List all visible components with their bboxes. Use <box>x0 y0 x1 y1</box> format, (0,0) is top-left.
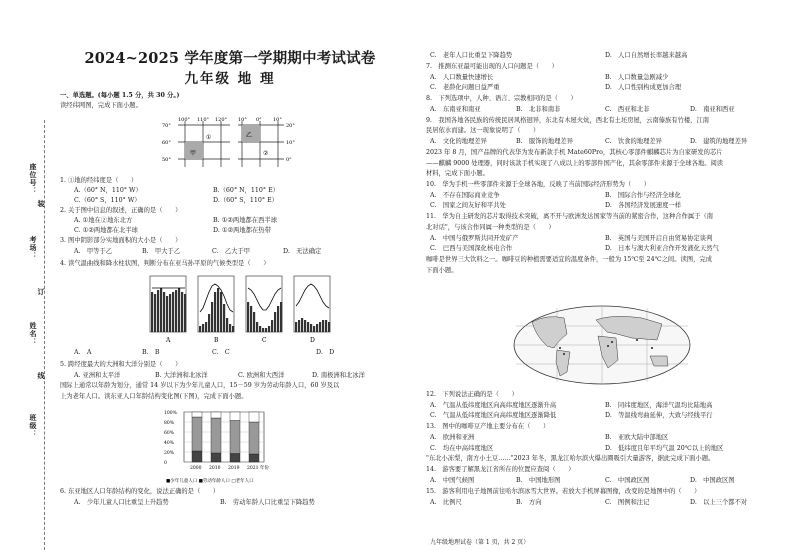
right-option[interactable]: D. 建筑的地理差异 <box>690 138 748 145</box>
q1-option-c[interactable]: C.（60° S，110° W） <box>74 197 141 204</box>
right-option[interactable]: D. 南亚和西亚 <box>690 106 735 113</box>
climate-chart-label: C <box>262 337 267 344</box>
climate-charts <box>138 272 338 346</box>
precip-bar <box>307 322 309 332</box>
precip-bar <box>160 288 162 332</box>
right-option[interactable]: B. 中国地形图 <box>516 477 561 484</box>
grid-lon-label: 10° <box>238 117 247 123</box>
precip-bar <box>202 324 204 332</box>
population-structure-chart <box>162 404 272 486</box>
precip-bar <box>256 322 258 332</box>
q2-option-b[interactable]: B. ①②两地都在西半球 <box>213 217 277 224</box>
pop-bar-segment <box>249 454 259 462</box>
grid-lat-label: 70° <box>162 123 171 129</box>
right-line[interactable]: A. 中国与俄罗斯共同开发矿产 <box>430 235 519 242</box>
precip-bar <box>298 320 300 332</box>
coffee-world-map <box>512 304 692 386</box>
q4-stem: 4. 读气温曲线和降水柱状图，判断分布在亚马孙平原的气候类型是（ ） <box>60 260 270 267</box>
q6-stem: 6. 东亚地区人口年龄结构的变化，说法正确的是（ ） <box>60 488 220 495</box>
right-line: 15. 游客利用电子地图前往哈尔滨冰雪大世界。若放大手机屏幕图像，改变的是地图中的（ ） <box>426 488 701 495</box>
precip-bar <box>319 322 321 332</box>
right-option[interactable]: B. 国际合作与经济全球化 <box>605 192 681 199</box>
precip-bar <box>163 292 165 332</box>
precip-bar <box>151 292 153 332</box>
binding-char-xian: 线 <box>37 372 46 380</box>
precip-bar <box>259 326 261 332</box>
precip-bar <box>328 322 330 332</box>
q5-option-d[interactable]: D. 南极洲和北冰洋 <box>312 372 365 379</box>
precip-bar <box>268 326 270 332</box>
q2-option-a[interactable]: A. ①地在②地东北方 <box>74 217 133 224</box>
q3-stem: 3. 图中阴影部分实地面积的大小是（ ） <box>60 237 182 244</box>
grid-lon-label: 100° <box>178 117 191 123</box>
right-line[interactable]: C. 老年人口比重呈下降趋势 <box>430 52 513 59</box>
right-line: 2023 年 8 月，国产品牌的代表华为发布新款手机 Mate60Pro，其核心零部件麒麟芯片为自家研发的芯片 <box>426 149 723 156</box>
right-line: 13. 图中的咖啡豆产地主要分布在（ ） <box>426 423 550 430</box>
temperature-curve <box>200 284 233 312</box>
q2-stem: 2. 关于图中信息的叙述，正确的是（ ） <box>60 207 182 214</box>
pop-bar-segment <box>211 412 221 418</box>
right-line[interactable]: A. 比例尺 <box>430 499 462 506</box>
precip-bar <box>277 306 279 332</box>
precip-bar <box>250 306 252 332</box>
right-option[interactable]: D. 低纬度且年平均气温 20℃以上的地区 <box>605 445 724 452</box>
right-line: 14. 游客要了解黑龙江省所在的位置应查阅（ ） <box>426 466 575 473</box>
lat-lon-grid-map <box>160 115 300 175</box>
grid-lat-label: 10° <box>286 140 295 146</box>
precip-bar <box>253 312 255 332</box>
q3-option-a[interactable]: A. 甲等于乙 <box>74 248 113 255</box>
precip-bar <box>313 326 315 332</box>
q1-option-b[interactable]: B.（60° N，110° E） <box>213 187 279 194</box>
right-line: 8. 下列选项中，人种、语言、宗教相同的是（ ） <box>426 95 577 102</box>
right-line: 北对话"，与该合作同属一种类型的是（ ） <box>426 224 555 231</box>
grid-lat-label: 60° <box>162 140 171 146</box>
pop-legend: ■少年儿童人口 ■劳动年龄人口 □老年人口 <box>166 479 254 484</box>
q1-option-a[interactable]: A.（60° N，110° W） <box>74 187 142 194</box>
section-intro: 读经纬网图，完成下面小题。 <box>60 102 142 109</box>
name-label: 姓名： <box>29 322 38 346</box>
right-line: "东北小冻梨，南方小土豆……"2023 年冬，黑龙江哈尔滨火爆出圈吸引大量游客，据此完成下面小题。 <box>426 455 715 462</box>
precip-bar <box>325 320 327 332</box>
q6-option-a[interactable]: A. 少年儿童人口比重呈上升趋势 <box>74 499 169 506</box>
precip-bar <box>316 324 318 332</box>
q4-option-c[interactable]: C. C <box>212 349 230 356</box>
pop-y-tick: 20% <box>164 451 175 456</box>
right-line: 12. 下列说法正确的是（ ） <box>426 391 518 398</box>
precip-bar <box>184 294 186 332</box>
right-line: 材料，完成下面小题。 <box>426 170 489 177</box>
right-line[interactable]: A. 欧洲和亚洲 <box>430 434 475 441</box>
temperature-curve <box>248 288 281 310</box>
precip-bar <box>208 314 210 332</box>
passage-population-line-1: 国际上通常以年龄为划分，通常 14 岁以下为少年儿童人口，15－59 岁为劳动年龄人口，60 岁及以 <box>60 382 340 389</box>
right-line: 10. 华为手机一些零部件来源于全球各地，反映了当前国际经济形势为（ ） <box>426 181 651 188</box>
precip-bar <box>217 288 219 332</box>
cell-label-jia: 甲 <box>190 150 197 157</box>
precip-bar <box>301 318 303 332</box>
precip-bar <box>181 292 183 332</box>
climate-chart-label: D <box>310 337 315 344</box>
page-footer: 九年级地理试卷（第 1 页，共 2 页） <box>430 539 530 546</box>
pop-bar-segment <box>249 412 259 422</box>
precip-bar <box>157 290 159 332</box>
pop-y-tick: 100% <box>164 411 177 416</box>
precip-bar <box>178 288 180 332</box>
right-option[interactable]: B. 亚欧大陆中部地区 <box>605 434 669 441</box>
q1-option-d[interactable]: D.（60° S，110° E） <box>213 197 278 204</box>
grid-lon-label: 120° <box>215 117 228 123</box>
class-label: 班级： <box>29 414 38 438</box>
grid-lat-label: 20° <box>286 123 295 129</box>
precip-bar <box>304 320 306 332</box>
precip-bar <box>211 302 213 332</box>
right-option[interactable]: D. 人口自然增长率越来越高 <box>605 52 688 59</box>
precip-bar <box>205 322 207 332</box>
pop-x-tick: 2010 <box>209 466 221 471</box>
q2-option-c[interactable]: C. ①②两地都在北半球 <box>74 227 138 234</box>
cell-label-yi: 乙 <box>246 132 253 139</box>
grid-lat-label: 0° <box>286 157 292 163</box>
q4-option-d[interactable]: D. D <box>316 349 335 356</box>
q3-option-b[interactable]: B. 甲大于乙 <box>142 248 181 255</box>
right-line[interactable]: C. 老龄化问题日益严重 <box>430 84 500 91</box>
precip-bar <box>262 328 264 332</box>
right-line[interactable]: A. 气温从低纬度地区向高纬度地区逐渐升高 <box>430 402 557 409</box>
right-option[interactable]: B. 服饰的地理差异 <box>516 138 574 145</box>
grid-lon-label: 10° <box>273 117 282 123</box>
precip-bar <box>172 292 174 332</box>
right-line[interactable]: C. 巴西与美国深化核电合作 <box>430 245 513 252</box>
precip-bar <box>220 292 222 332</box>
right-line[interactable]: A. 不存在国际商业竞争 <box>430 192 500 199</box>
q5-option-a[interactable]: A. 亚洲和太平洋 <box>74 372 121 379</box>
right-option[interactable]: C. 中国政区图 <box>605 477 650 484</box>
q3-option-c[interactable]: C. 乙大于甲 <box>212 248 251 255</box>
q5-stem: 5. 跨经度最大的大洲和大洋分别是（ ） <box>60 361 182 368</box>
pop-x-tick: 2019 <box>228 466 240 471</box>
grid-lon-label: 0° <box>256 117 262 123</box>
right-line: ——麒麟 9000 处理器，同时该款手机实现了八成以上的零部件国产化，其余零部件来源于全球各地。阅读 <box>426 160 724 167</box>
q5-option-b[interactable]: B. 大洋洲和北冰洋 <box>155 372 208 379</box>
pop-bar-segment <box>192 417 202 451</box>
right-line[interactable]: A. 东南亚和南亚 <box>430 106 481 113</box>
q6-option-b[interactable]: B. 劳动年龄人口比重呈下降趋势 <box>220 499 315 506</box>
cell-label-1: ① <box>206 134 212 141</box>
q4-option-b[interactable]: B. B <box>142 349 160 356</box>
right-option[interactable]: B. 同纬度地区，海洋气温均比陆地高 <box>605 402 713 409</box>
right-line[interactable]: A. 中国气候图 <box>430 477 475 484</box>
q4-option-a[interactable]: A. A <box>74 349 92 356</box>
pop-bar-segment <box>192 412 202 417</box>
pop-x-tick: 2000 <box>190 466 202 471</box>
right-option[interactable]: D. 中国政区图 <box>690 477 735 484</box>
exam-subtitle: 九年级 地 理 <box>184 71 276 87</box>
grid-lat-label: 50° <box>162 157 171 163</box>
q3-option-d[interactable]: D. 无法确定 <box>283 248 322 255</box>
right-line: 下面小题。 <box>426 267 458 274</box>
precip-bar <box>223 304 225 332</box>
right-line: 11. 华为自主研发的芯片取得技术突破，离不开与欧洲发达国家等当前的紧密合作，这种合作属于（南 <box>426 213 714 220</box>
exam-room-label: 考场： <box>29 236 38 260</box>
right-option[interactable]: D. 日本与澳大利亚合作开发液化天然气 <box>605 245 719 252</box>
precip-bar <box>280 302 282 332</box>
pop-bar-segment <box>249 422 259 454</box>
right-option[interactable]: B. 人口数量急剧减少 <box>605 74 669 81</box>
precip-bar <box>199 326 201 332</box>
precip-bar <box>265 328 267 332</box>
precip-bar <box>322 320 324 332</box>
pop-bar-segment <box>230 421 240 454</box>
right-line[interactable]: A. 文化的地理差异 <box>430 138 487 145</box>
precip-bar <box>247 302 249 332</box>
pop-y-tick: 0 <box>164 461 167 466</box>
right-line: 7. 推测东亚最可能出现的人口问题是（ ） <box>426 63 558 70</box>
precip-bar <box>154 294 156 332</box>
precip-bar <box>169 294 171 332</box>
precip-bar <box>295 322 297 332</box>
passage-population-line-2: 上为老年人口。读东亚人口年龄结构变化图(下图)，完成下面小题。 <box>60 393 248 400</box>
binding-strip <box>0 0 58 550</box>
pop-bar-segment <box>211 453 221 462</box>
pop-x-tick: 2021 年份 <box>247 466 269 471</box>
binding-dashed-line <box>44 120 45 550</box>
grid-lon-label: 110° <box>197 117 210 123</box>
precip-bar <box>310 324 312 332</box>
pop-bar-segment <box>211 418 221 453</box>
right-line[interactable]: A. 人口数量快速增长 <box>430 74 494 81</box>
right-option[interactable]: C. 图例和注记 <box>605 499 650 506</box>
right-option[interactable]: D. 人口性别构成更加合理 <box>605 84 682 91</box>
right-option[interactable]: B. 北非和南非 <box>516 106 561 113</box>
right-option[interactable]: B. 方向 <box>516 499 542 506</box>
right-option[interactable]: D. 以上三个都不对 <box>690 499 748 506</box>
pop-bar-segment <box>192 451 202 462</box>
precip-bar <box>166 296 168 332</box>
right-line[interactable]: C. 国家之间友好和平共处 <box>430 202 506 209</box>
exam-title: 2024~2025 学年度第一学期期中考试试卷 <box>84 50 376 67</box>
right-line: 咖啡是世界三大饮料之一。咖啡豆的种植需要适宜的温度条件，一般为 15℃至 24℃之间。读图，完成 <box>426 256 712 263</box>
right-option[interactable]: D. 各国经济发展速度一样 <box>605 202 682 209</box>
climate-chart-label: B <box>214 337 219 344</box>
q5-option-c[interactable]: C. 欧洲和大西洋 <box>238 372 285 379</box>
pop-y-tick: 40% <box>164 441 175 446</box>
precip-bar <box>229 324 231 332</box>
right-option[interactable]: B. 英国与美国开启自由贸易协定谈判 <box>605 235 713 242</box>
q2-option-d[interactable]: D. ①②两地都在热带 <box>213 227 271 234</box>
precip-bar <box>226 318 228 332</box>
precip-bar <box>214 292 216 332</box>
seat-number-label: 座位号： <box>29 163 38 195</box>
section-heading: 一、单选题。(每小题 1.5 分，共 30 分。) <box>60 92 180 99</box>
pop-bar-segment <box>230 412 240 421</box>
precip-bar <box>274 312 276 332</box>
pop-y-tick: 80% <box>164 421 175 426</box>
temperature-curve <box>296 284 329 308</box>
right-line[interactable]: C. 气温从低纬度地区向高纬度地区逐渐降低 <box>430 412 557 419</box>
right-option[interactable]: C. 饮食的地理差异 <box>605 138 662 145</box>
cell-label-2: ② <box>263 150 269 157</box>
pop-y-tick: 60% <box>164 431 175 436</box>
precip-bar <box>232 326 234 332</box>
q1-stem: 1. ①地的经纬度是（ ） <box>60 177 138 184</box>
precip-bar <box>271 320 273 332</box>
binding-char-zhuang: 装 <box>37 200 46 208</box>
right-line: 民居依水而建。这一现象说明了（ ） <box>426 127 540 134</box>
right-line[interactable]: C. 均在中高纬度地区 <box>430 445 494 452</box>
right-line: 9. 我国各地各民族的传统民居风格迥异，东北有木屋火炕，西北有土坯房屋，云南傣族有竹楼，江南 <box>426 117 710 124</box>
precip-bar <box>175 290 177 332</box>
pop-bar-segment <box>230 454 240 463</box>
right-option[interactable]: C. 西亚和北非 <box>605 106 650 113</box>
binding-char-ding: 订 <box>37 288 46 296</box>
right-option[interactable]: D. 等温线弯曲延伸，大致与经线平行 <box>605 412 713 419</box>
climate-chart-label: A <box>166 337 171 344</box>
